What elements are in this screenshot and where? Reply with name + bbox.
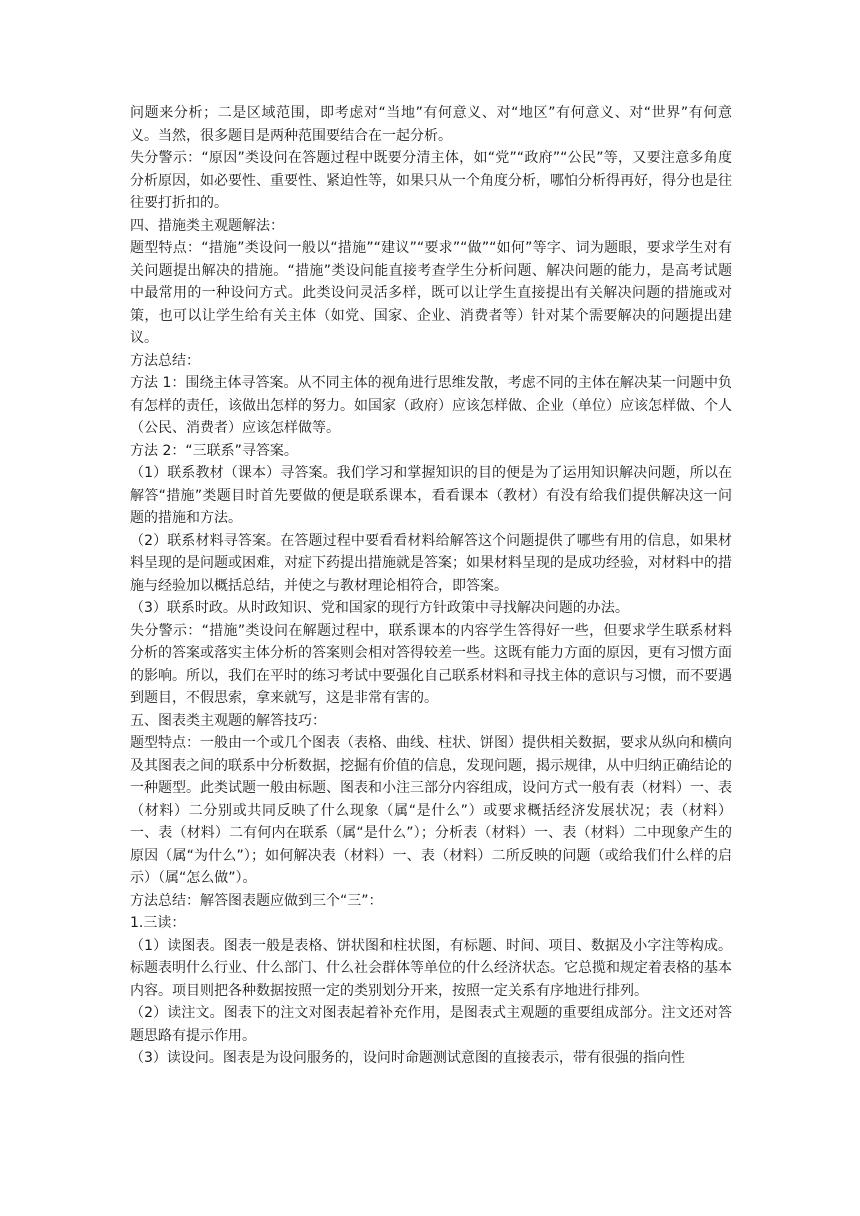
paragraph-charts-features: 题型特点：一般由一个或几个图表（表格、曲线、柱状、饼图）提供相关数据，要求从纵向和横向及其图表之间的联系中分析数据，挖掘有价值的信息，发现问题，揭示规律，从中归纳正确结论的一种题型。此类试题一般由标题、图表和小注三部分内容组成，设问方式一般有表（材料）一、表（材料）二分别或共同反映了什么现象（属“是什么”）或要求概括经济发展状况；表（材料）一、表（材料）二有何内在联系（属“是什么”）；分析表（材料）一、表（材料）二中现象产生的原因（属“为什么”）；如何解决表（材料）一、表（材料）二所反映的问题（或给我们什么样的启示）（属“怎么做”）。 xyxy=(130,735,732,886)
paragraph-link-material: （2）联系材料寻答案。在答题过程中要看看材料给解答这个问题提供了哪些有用的信息，如果材料呈现的是问题或困难，对症下药提出措施就是答案；如果材料呈现的是成功经验，对材料中的措施与经验加以概括总结，并使之与教材理论相符合，即答案。 xyxy=(130,532,732,594)
paragraph-scope-analysis: 问题来分析；二是区域范围，即考虑对“当地”有何意义、对“地区”有何意义、对“世界”有何意义。当然，很多题目是两种范围要结合在一起分析。 xyxy=(130,105,732,144)
paragraph-measures-features: 题型特点：“措施”类设问一般以“措施”“建议”“要求”“做”“如何”等字、词为题眼，要求学生对有关问题提出解决的措施。“措施”类设问能直接考查学生分析问题、解决问题的能力，是高考试题中最常用的一种设问方式。此类设问灵活多样，既可以让学生直接提出有关解决问题的措施或对策，也可以让学生给有关主体（如党、国家、企业、消费者等）针对某个需要解决的问题提出建议。 xyxy=(130,240,732,346)
paragraph-method-summary: 方法总结： xyxy=(130,352,200,369)
paragraph-charts-method-summary: 方法总结：解答图表题应做到三个“三”： xyxy=(130,892,383,909)
section-heading-measures: 四、措施类主观题解法： xyxy=(130,217,284,234)
paragraph-link-current-affairs: （3）联系时政。从时政知识、党和国家的现行方针政策中寻找解决问题的办法。 xyxy=(130,600,629,616)
paragraph-read-question: （3）读设问。图表是为设问服务的，设问时命题测试意图的直接表示，带有很强的指向性 xyxy=(130,1050,685,1066)
paragraph-read-chart: （1）读图表。图表一般是表格、饼状图和柱状图，有标题、时间、项目、数据及小字注等构成。标题表明什么行业、什么部门、什么社会群体等单位的什么经济状态。它总揽和规定着表格的基本内容。项目则把各种数据按照一定的类别划分开来，按照一定关系有序地进行排列。 xyxy=(130,937,732,999)
paragraph-measures-warning: 失分警示：“措施”类设问在解题过程中，联系课本的内容学生答得好一些，但要求学生联系材料分析的答案或落实主体分析的答案则会相对答得较差一些。这既有能力方面的原因，更有习惯方面的影响。所以，我们在平时的练习考试中要强化自己联系材料和寻找主体的意识与习惯，而不要遇到题目，不假思索，拿来就写，这是非常有害的。 xyxy=(130,622,732,706)
paragraph-method-2: 方法 2：“三联系”寻答案。 xyxy=(130,442,298,459)
document-body xyxy=(130,102,732,1070)
paragraph-reason-warning: 失分警示：“原因”类设问在答题过程中既要分清主体，如“党”“政府”“公民”等，又要注意多角度分析原因，如必要性、重要性、紧迫性等，如果只从一个角度分析，哪怕分析得再好，得分也是往往要打折扣的。 xyxy=(130,150,732,211)
paragraph-method-1: 方法 1：围绕主体寻答案。从不同主体的视角进行思维发散，考虑不同的主体在解决某一问题中负有怎样的责任，该做出怎样的努力。如国家（政府）应该怎样做、企业（单位）应该怎样做、个人（公民、消费者）应该怎样做等。 xyxy=(130,375,732,436)
paragraph-read-notes: （2）读注文。图表下的注文对图表起着补充作用，是图表式主观题的重要组成部分。注文还对答题思路有提示作用。 xyxy=(130,1005,732,1044)
section-heading-charts: 五、图表类主观题的解答技巧： xyxy=(130,712,326,729)
paragraph-link-textbook: （1）联系教材（课本）寻答案。我们学习和掌握知识的目的便是为了运用知识解决问题，所以在解答“措施”类题目时首先要做的便是联系课本，看看课本（教材）有没有给我们提供解决这一问题的措施和方法。 xyxy=(130,465,732,526)
paragraph-three-reads: 1.三读： xyxy=(130,915,186,931)
